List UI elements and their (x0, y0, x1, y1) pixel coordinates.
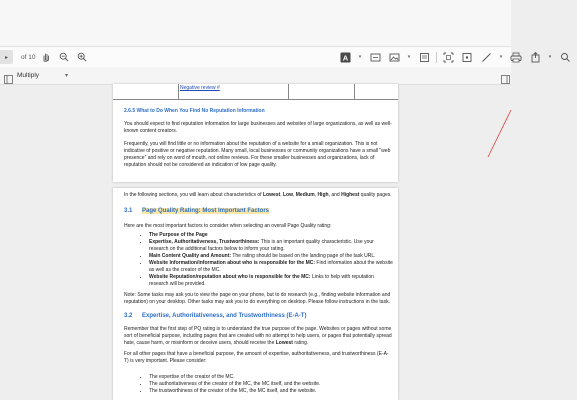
search-icon[interactable] (558, 50, 572, 64)
table-border (113, 99, 398, 100)
note-paragraph: Note: Some tasks may ask you to view the page on your phone, but to do research (e.g., finding website information and reputation) on your desktop. Other tasks may ask you to do everything on desktop. Please follow instructions in the task. (124, 292, 391, 305)
window-top-strip (0, 0, 511, 46)
section-heading-3-2: 3.2 Expertise, Authoritativeness, and Trustworthiness (E-A-T) (124, 313, 307, 319)
document-page-1 (113, 84, 398, 182)
table-border (178, 84, 179, 100)
zoom-in-icon[interactable] (75, 50, 89, 64)
line-icon[interactable] (479, 50, 493, 64)
section-heading: 2.6.5 What to Do When You Find No Reputation Information (124, 108, 265, 114)
blend-mode-value: Multiply (17, 71, 40, 79)
list-item: • The authoritativeness of the creator of the MC, the MC itself, and the website. (149, 381, 393, 388)
paragraph: You should expect to find reputation information for large businesses and websites of large organizations, as well as well-known content creators. (124, 121, 392, 134)
list-item: • Website Information/information about who is responsible for the MC: Find information about the website as well as the creator of the MC. (149, 260, 393, 274)
sidebar-toggle-icon[interactable] (4, 71, 13, 89)
panel-toggle-icon[interactable] (501, 71, 510, 89)
paragraph: For all other pages that have a beneficial purpose, the amount of expertise, authoritativeness, and trustworthiness (E-A-T) is very important. Please consider: (124, 351, 389, 364)
section-heading-3-1: 3.1 Page Quality Rating: Most Important Factors (124, 208, 270, 214)
chevron-down-icon[interactable]: ▾ (499, 54, 503, 60)
eat-list (131, 374, 393, 395)
list-item: • The expertise of the creator of the MC. (149, 374, 393, 381)
highlight-icon[interactable] (368, 50, 382, 64)
chevron-down-icon[interactable]: ▾ (548, 54, 552, 60)
highlighted-title: Page Quality Rating: Most Important Factors (142, 208, 270, 214)
intro-paragraph: In the following sections, you will learn about characteristics of Lowest, Low, Medium, High, and Highest quality pages. (124, 192, 392, 198)
pdf-toolbar (0, 46, 552, 68)
document-page-2 (113, 188, 398, 400)
table-border (288, 84, 289, 100)
chevron-down-icon[interactable]: ▾ (358, 54, 362, 60)
list-item: • The trustworthiness of the creator of the MC, the MC itself, and the website. (149, 388, 393, 395)
list-item: • The Purpose of the Page (149, 232, 393, 239)
list-item: • Main Content Quality and Amount: The rating should be based on the landing page of the task URL. (149, 253, 393, 260)
text-icon[interactable] (338, 50, 352, 64)
share-icon[interactable] (528, 50, 542, 64)
stamp-icon[interactable] (417, 50, 431, 64)
chevron-down-icon[interactable]: ▾ (407, 54, 411, 60)
negative-review-link[interactable]: Negative review # (180, 85, 220, 91)
paragraph: Remember that the first step of PQ rating is to understand the true purpose of the page. Websites or pages without some sort of beneficial purpose, including pages that are created with no attempt to help users, or pages that potentially spread hate, cause harm, or misinform or deceive users, should receive the Lowest rating. (124, 326, 392, 346)
table-border (354, 84, 355, 100)
page-nav-button[interactable]: ▸ (0, 50, 13, 64)
print-icon[interactable] (509, 50, 523, 64)
markup-icon[interactable] (460, 50, 474, 64)
svg-text:A: A (342, 52, 348, 62)
hand-icon[interactable] (39, 50, 53, 64)
image-icon[interactable] (387, 50, 401, 64)
crop-icon[interactable] (441, 50, 455, 64)
list-item: • Expertise, Authoritativeness, Trustworthiness: This is an important quality characteristic. Use your research on the additional factors below to inform your rating. (149, 239, 393, 253)
blend-mode-select[interactable] (17, 69, 69, 81)
zoom-out-icon[interactable] (57, 50, 71, 64)
toolbar-divider (436, 52, 437, 63)
list-item: • Website Reputation/reputation about who is responsible for the MC: Links to help with reputation research will be provided. (149, 274, 393, 288)
factor-list (131, 232, 393, 288)
paragraph: Here are the most important factors to consider when selecting an overall Page Quality rating: (124, 223, 332, 229)
paragraph: Frequently, you will find little or no information about the reputation of a website for a small organization. This is not indicative of positive or negative reputation. Many small, local businesses or community organizations have a small "web presence" and rely on word of mouth, not online reviews. For these smaller businesses and organizations, lack of reputation should not be considered an indication of low page quality. (124, 141, 391, 168)
chevron-down-icon: ▾ (65, 73, 69, 79)
annotation-options-bar (0, 67, 511, 85)
page-count: of 10 (21, 53, 36, 61)
